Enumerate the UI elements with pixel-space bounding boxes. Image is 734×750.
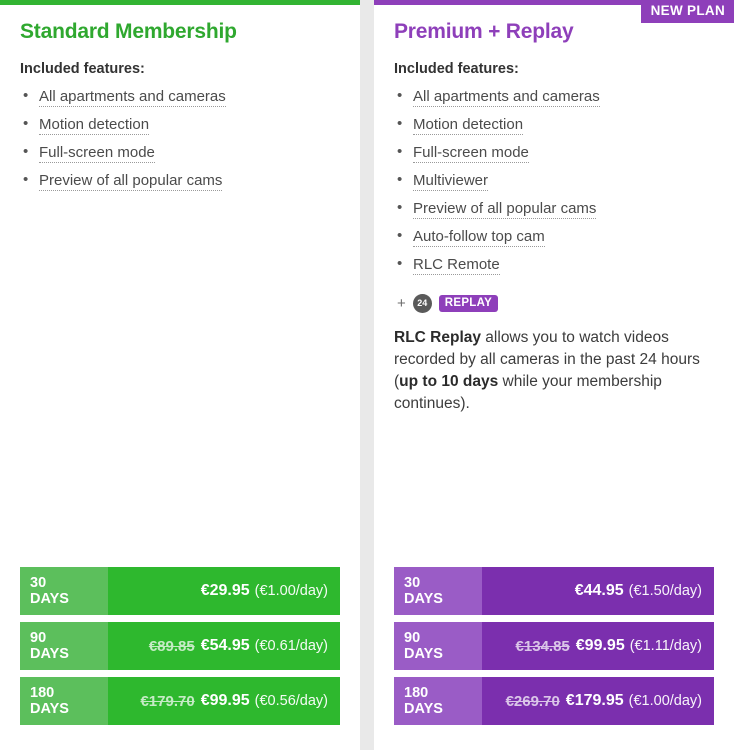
feature-list [394, 88, 714, 274]
price-amount [482, 622, 714, 670]
price-duration-unit: DAYS [404, 701, 443, 717]
price-per-day: (€0.61/day) [254, 638, 328, 654]
price-current: €99.95 [200, 692, 250, 709]
price-amount [108, 622, 340, 670]
price-option-180-days[interactable] [394, 677, 714, 725]
feature-label: Preview of all popular cams [413, 200, 597, 217]
price-duration [20, 622, 108, 670]
price-option-180-days[interactable] [20, 677, 340, 725]
feature-label: Multiviewer [413, 172, 489, 189]
price-duration [394, 622, 482, 670]
feature-label: Full-screen mode [413, 144, 529, 161]
plan-card-premium[interactable] [374, 0, 734, 750]
price-duration-unit: DAYS [30, 646, 69, 662]
replay-description-part2: while your membership continues). [394, 373, 662, 412]
list-item [394, 200, 714, 218]
price-duration-unit: DAYS [404, 591, 443, 607]
replay-description-part1: allows you to watch videos recorded by all cameras in the past 24 hours ( [394, 329, 700, 390]
price-duration-unit: DAYS [30, 591, 69, 607]
price-duration-unit: DAYS [404, 646, 443, 662]
feature-label: RLC Remote [413, 256, 500, 273]
feature-label: All apartments and cameras [39, 88, 226, 105]
plan-accent-bar [0, 0, 360, 5]
price-amount [108, 567, 340, 615]
price-per-day: (€1.50/day) [628, 583, 702, 599]
plan-card-standard[interactable] [0, 0, 360, 750]
price-amount [482, 567, 714, 615]
price-duration-unit: DAYS [30, 701, 69, 717]
plan-title: Premium + Replay [394, 20, 574, 43]
price-duration-number: 180 [404, 684, 429, 701]
price-duration [20, 677, 108, 725]
price-original: €269.70 [505, 692, 560, 710]
price-duration-number: 180 [30, 684, 55, 701]
feature-label: Auto-follow top cam [413, 228, 545, 245]
price-duration-number: 90 [404, 629, 421, 646]
list-item [394, 144, 714, 162]
feature-label: Motion detection [39, 116, 150, 133]
feature-label: All apartments and cameras [413, 88, 600, 105]
list-item [394, 228, 714, 246]
price-per-day: (€1.00/day) [628, 693, 702, 709]
feature-label: Preview of all popular cams [39, 172, 223, 189]
price-amount [482, 677, 714, 725]
price-current: €29.95 [200, 582, 250, 599]
list-item [20, 172, 340, 190]
clock-24h-icon: 24 [413, 294, 432, 313]
price-table [394, 567, 714, 725]
replay-description [394, 327, 714, 415]
price-duration [20, 567, 108, 615]
price-option-30-days[interactable] [394, 567, 714, 615]
replay-addon-row [394, 294, 714, 313]
price-per-day: (€1.11/day) [629, 638, 702, 654]
plan-title: Standard Membership [20, 20, 237, 43]
price-current: €99.95 [575, 637, 625, 654]
list-item [394, 116, 714, 134]
list-item [394, 172, 714, 190]
included-features-label: Included features: [20, 61, 145, 77]
price-current: €54.95 [200, 637, 250, 654]
price-option-90-days[interactable] [394, 622, 714, 670]
feature-label: Full-screen mode [39, 144, 155, 161]
feature-label: Motion detection [413, 116, 524, 133]
price-original: €179.70 [140, 692, 195, 710]
price-option-90-days[interactable] [20, 622, 340, 670]
price-original: €89.85 [148, 637, 195, 655]
price-per-day: (€1.00/day) [254, 583, 328, 599]
price-duration-number: 30 [404, 574, 421, 591]
price-current: €44.95 [574, 582, 624, 599]
replay-description-lead: RLC Replay [394, 329, 481, 346]
price-duration-number: 90 [30, 629, 47, 646]
price-option-30-days[interactable] [20, 567, 340, 615]
list-item [20, 88, 340, 106]
price-amount [108, 677, 340, 725]
plus-sign: + [397, 295, 406, 312]
replay-description-strong: up to 10 days [399, 373, 499, 390]
list-item [394, 256, 714, 274]
price-per-day: (€0.56/day) [254, 693, 328, 709]
price-original: €134.85 [515, 637, 570, 655]
feature-list [20, 88, 340, 190]
list-item [20, 116, 340, 134]
price-duration-number: 30 [30, 574, 47, 591]
included-features-label: Included features: [394, 61, 519, 77]
replay-badge: REPLAY [439, 295, 498, 313]
price-duration [394, 567, 482, 615]
price-current: €179.95 [565, 692, 624, 709]
price-table [20, 567, 340, 725]
list-item [394, 88, 714, 106]
price-duration [394, 677, 482, 725]
status-badge: NEW PLAN [641, 0, 734, 23]
list-item [20, 144, 340, 162]
